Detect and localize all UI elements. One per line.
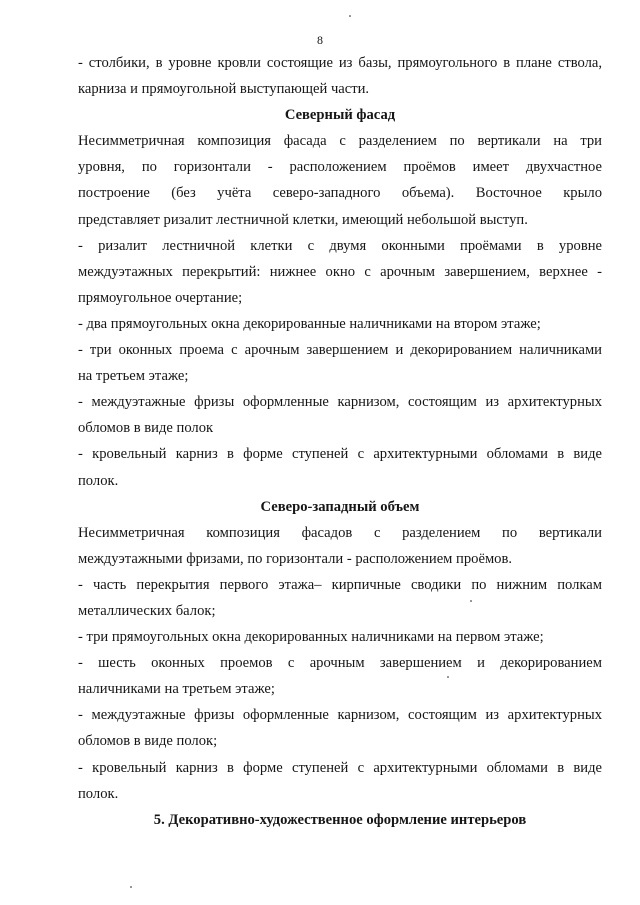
text-line: - междуэтажные фризы оформленные карнизом, состоящим из архитектурных xyxy=(78,394,602,411)
text-line: - часть перекрытия первого этажа– кирпичные сводики по нижним полкам xyxy=(78,576,602,593)
text-line: прямоугольное очертание; xyxy=(78,289,243,306)
text-line: представляет ризалит лестничной клетки, имеющий небольшой выступ. xyxy=(78,211,528,228)
scan-speck xyxy=(349,15,351,17)
text-line: обломов в виде полок xyxy=(78,420,214,437)
text-line: уровня, по горизонтали - расположением проёмов имеет двухчастное xyxy=(78,159,602,176)
section-heading: 5. Декоративно-художественное оформление интерьеров xyxy=(153,811,527,828)
text-line: междуэтажными фризами, по горизонтали - расположением проёмов. xyxy=(78,550,513,567)
text-line: - кровельный карниз в форме ступеней с архитектурными обломами в виде xyxy=(78,759,602,776)
text-line: обломов в виде полок; xyxy=(78,733,218,750)
text-line: - столбики, в уровне кровли состоящие из базы, прямоугольного в плане ствола, xyxy=(78,55,602,71)
text-line: полок. xyxy=(78,472,119,489)
document-body xyxy=(78,50,602,833)
text-line: Несимметричная композиция фасадов с разделением по вертикали xyxy=(78,524,602,541)
section-heading: Северный фасад xyxy=(284,107,396,124)
text-line: - шесть оконных проемов с арочным завершением и декорированием xyxy=(78,655,602,672)
scan-speck xyxy=(470,600,472,602)
text-line: металлических балок; xyxy=(78,602,216,619)
text-line: - междуэтажные фризы оформленные карнизом, состоящим из архитектурных xyxy=(78,707,602,724)
text-line: междуэтажных перекрытий: нижнее окно с арочным завершением, верхнее - xyxy=(78,263,602,280)
scan-speck xyxy=(447,676,449,678)
text-line: - два прямоугольных окна декорированные наличниками на втором этаже; xyxy=(78,315,541,332)
text-line: - три оконных проема с арочным завершением и декорированием наличниками xyxy=(78,342,602,359)
text-line: - ризалит лестничной клетки с двумя оконными проёмами в уровне xyxy=(78,237,602,254)
text-line: - кровельный карниз в форме ступеней с архитектурными обломами в виде xyxy=(78,446,602,463)
text-line: полок. xyxy=(78,785,119,802)
section-heading: Северо-западный объем xyxy=(260,498,420,515)
page-number: 8 xyxy=(317,33,323,47)
text-line: - три прямоугольных окна декорированных наличниками на первом этаже; xyxy=(78,629,544,646)
text-line: построение (без учёта северо-западного объема). Восточное крыло xyxy=(78,185,602,202)
scan-speck xyxy=(130,886,132,888)
text-line: Несимметричная композиция фасада с разделением по вертикали на три xyxy=(78,133,602,150)
text-line: наличниками на третьем этаже; xyxy=(78,681,275,698)
text-line: карниза и прямоугольной выступающей части. xyxy=(78,81,370,98)
text-line: на третьем этаже; xyxy=(78,368,189,385)
